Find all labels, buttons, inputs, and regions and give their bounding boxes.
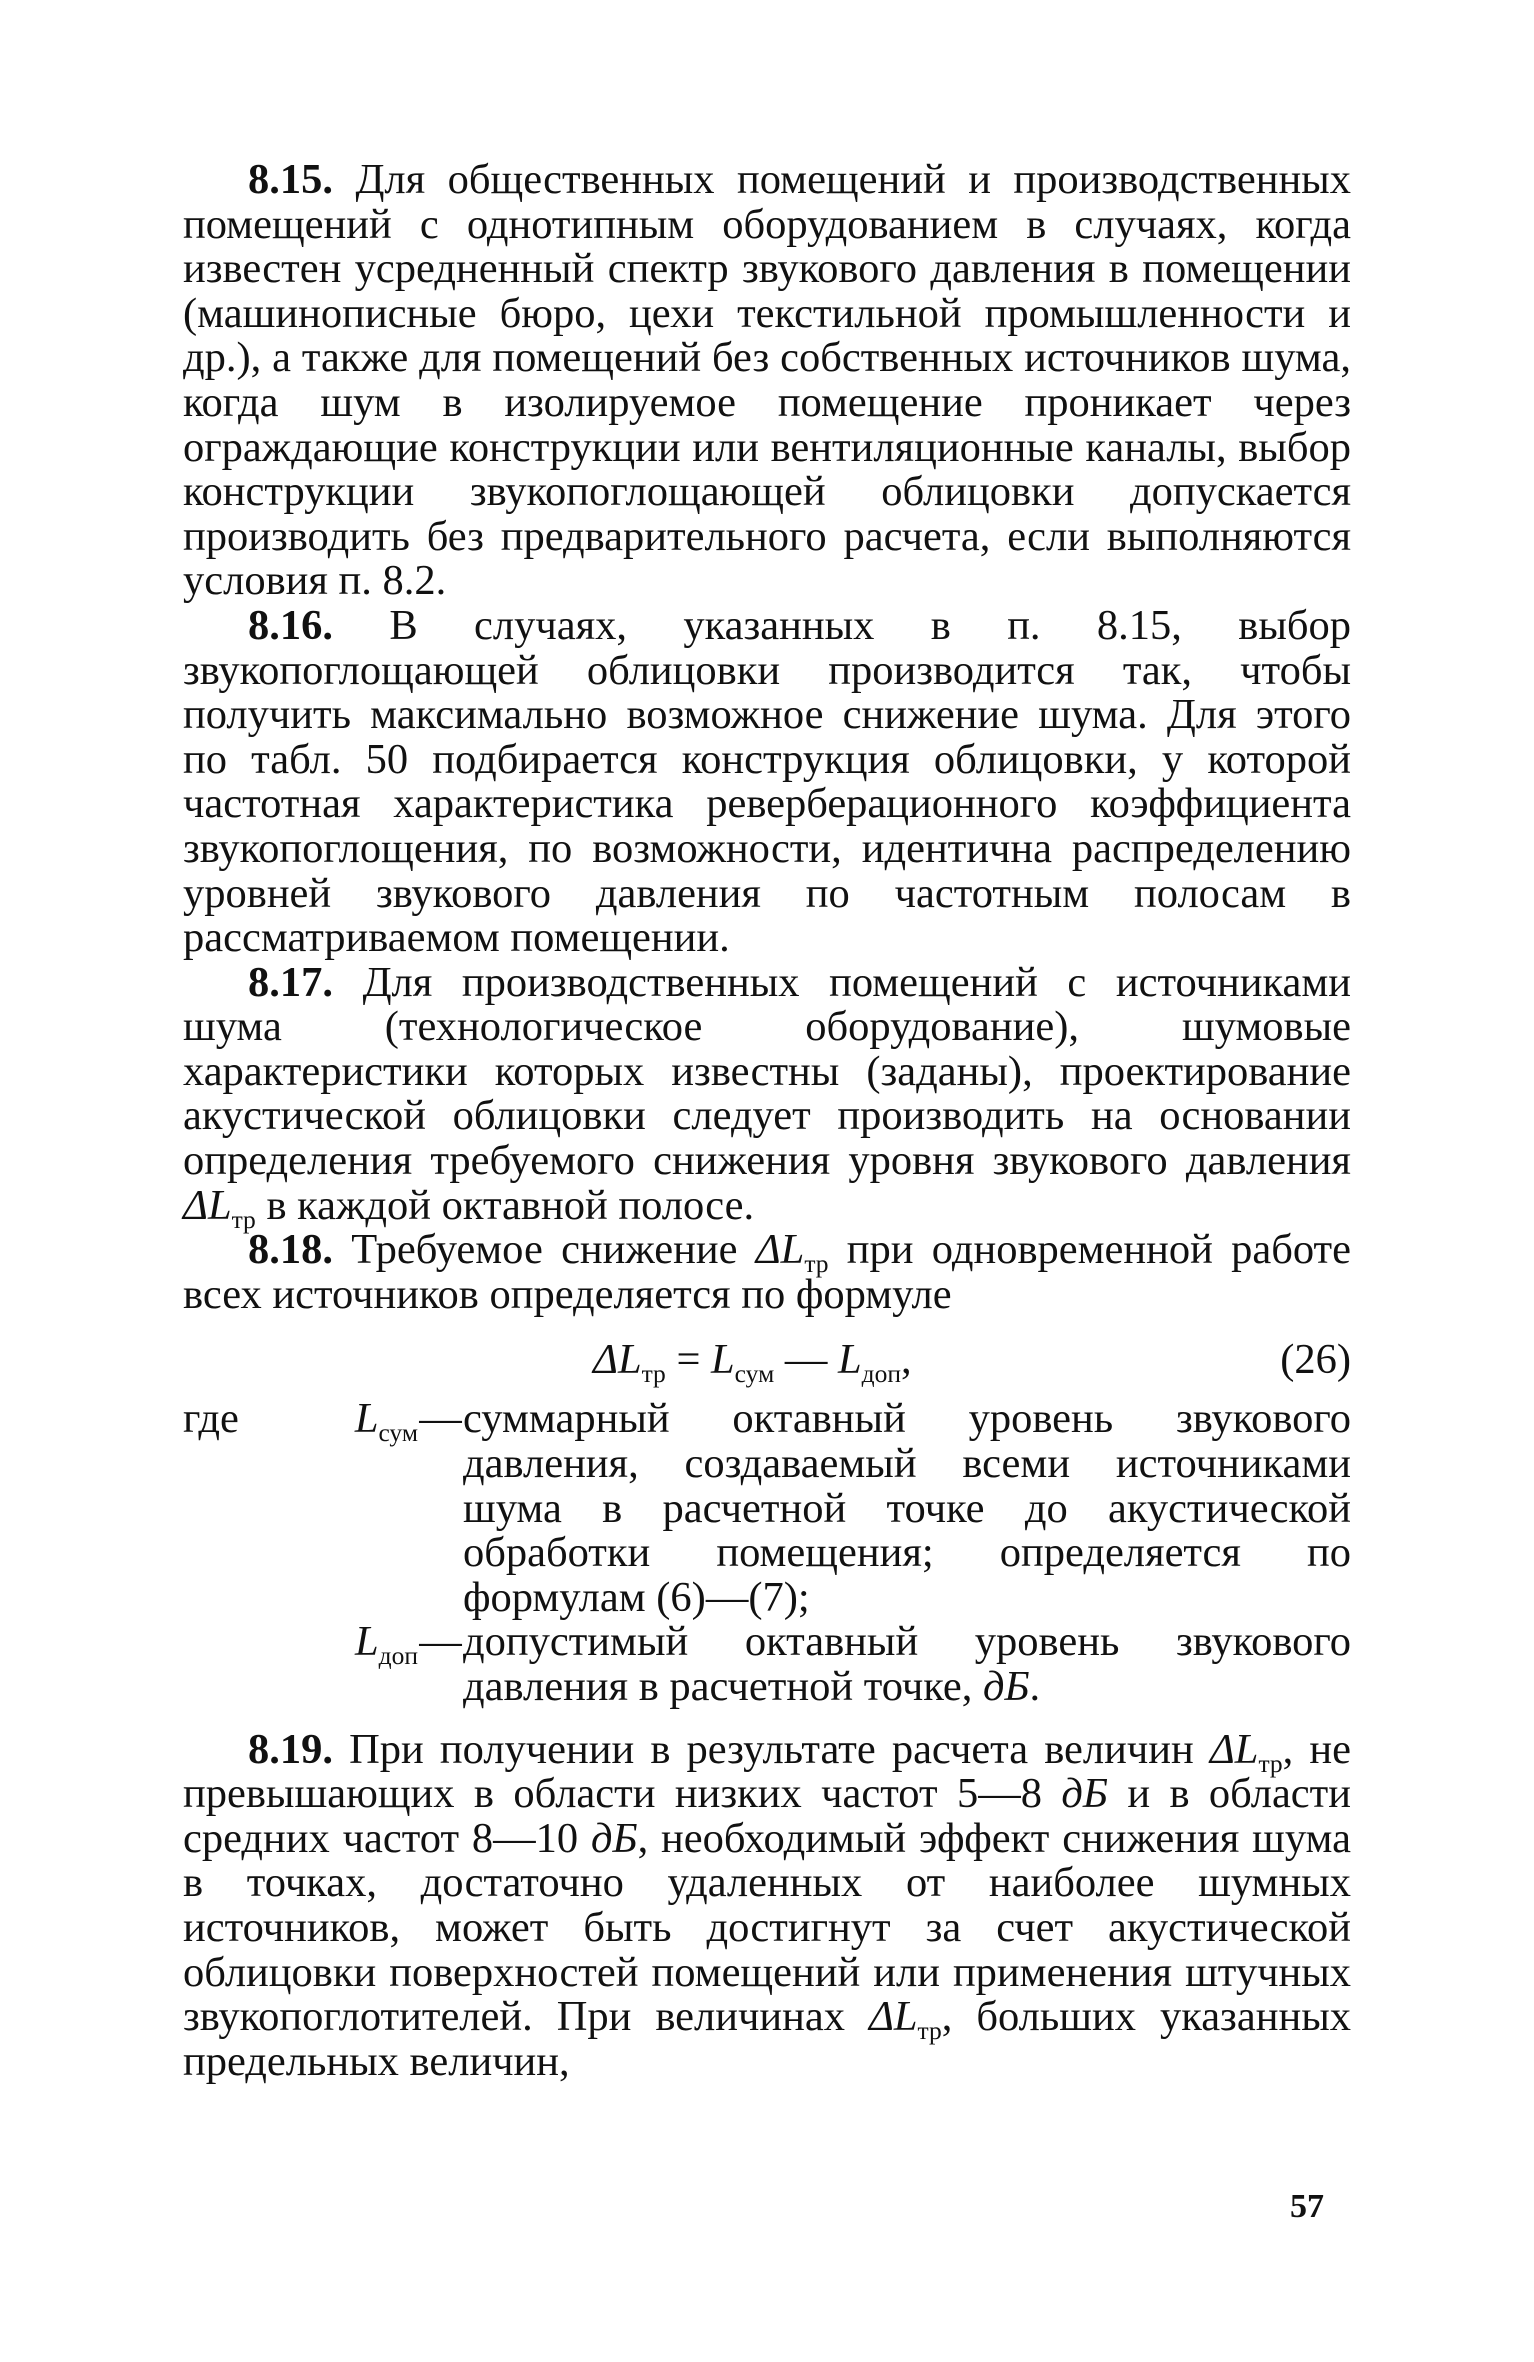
formula-lhs: ΔL	[593, 1336, 642, 1384]
formula-26	[183, 1325, 1351, 1395]
definition-symbol	[278, 1620, 418, 1709]
math-symbol: ΔL	[1209, 1725, 1259, 1773]
text-column	[183, 158, 1351, 2084]
formula-term: L	[711, 1336, 735, 1384]
unit-label: дБ	[590, 1814, 638, 1862]
math-subscript: тр	[1258, 1748, 1283, 1778]
paragraph-8-18	[183, 1228, 1351, 1317]
definitions-lead-word: где	[183, 1395, 239, 1443]
paragraph-8-19	[183, 1725, 1352, 2085]
symbol-letter: L	[354, 1395, 379, 1443]
definitions-lead-spacer	[183, 1620, 278, 1709]
equals-sign: =	[665, 1336, 712, 1384]
minus-sign: —	[774, 1336, 838, 1384]
symbol-subscript: сум	[378, 1418, 418, 1448]
paragraph-8-15	[183, 158, 1351, 604]
paragraph-text: и в области средних частот 8—10	[183, 1770, 1351, 1862]
paragraph-text: при одновременной работе всех источников определяется по формуле	[183, 1226, 1351, 1318]
formula-term-subscript: доп	[861, 1359, 901, 1389]
definition-text-part: .	[1029, 1663, 1041, 1710]
formula-term-subscript: сум	[734, 1359, 775, 1389]
definition-dash: —	[419, 1618, 462, 1666]
definitions-list	[183, 1397, 1351, 1709]
paragraph-text: Для производственных помещений с источниками шума (технологическое оборудование), шумовые характеристики которых известны (заданы), проектирование акустической облицовки следует производить на основании определения требуемого снижения уровня звукового давления	[183, 958, 1351, 1185]
math-symbol: ΔL	[755, 1226, 805, 1274]
formula-lhs-subscript: тр	[641, 1359, 666, 1389]
math-subscript: тр	[917, 2016, 942, 2046]
unit-label: дБ	[1061, 1770, 1108, 1818]
math-symbol: ΔL	[868, 1993, 918, 2041]
paragraph-number: 8.16.	[248, 601, 333, 649]
paragraph-text: При получении в результате расчета величин	[333, 1725, 1210, 1773]
paragraph-text: , не превышающих в области низких частот 5—8	[183, 1725, 1352, 1818]
paragraph-text: Требуемое снижение	[333, 1226, 756, 1274]
math-symbol: ΔL	[183, 1181, 232, 1229]
unit-label: дБ	[982, 1663, 1030, 1710]
paragraph-number: 8.19.	[248, 1725, 333, 1773]
definition-item	[183, 1397, 1351, 1620]
definition-text-part: допустимый октавный уровень звукового давления в расчетной точке,	[463, 1618, 1351, 1710]
math-subscript: тр	[231, 1204, 256, 1234]
formula-expression	[593, 1335, 912, 1389]
paragraph-8-17	[183, 958, 1351, 1234]
paragraph-text: В случаях, указанных в п. 8.15, выбор звукопоглощающей облицовки производится так, чтобы получить максимально возможное снижение шума. Для этого по табл. 50 подбирается конструкция облицовки, у которой частотная характеристика реверберационного коэффициента звукопоглощения, по возможности, идентична распределению уровней звукового давления по частотным полосам в рассматриваемом помещении.	[183, 601, 1351, 962]
paragraph-number: 8.18.	[248, 1226, 333, 1274]
symbol-subscript: доп	[378, 1641, 418, 1671]
paragraph-text: , необходимый эффект снижения шума в точках, достаточно удаленных от наиболее шумных источников, может быть достигнут за счет акустической облицовки поверхностей помещений или применения штучных звукопоглотителей. При величинах	[183, 1814, 1351, 2041]
paragraph-8-16	[183, 601, 1351, 962]
paragraph-number: 8.15.	[248, 156, 333, 203]
formula-comma: ,	[900, 1336, 912, 1384]
symbol-letter: L	[354, 1618, 379, 1666]
definition-text: суммарный октавный уровень звукового давления, создаваемый всеми источниками шума в расчетной точке до акустической обработки помещения; определяется по формулам (6)—(7);	[463, 1395, 1351, 1621]
formula-term: L	[837, 1336, 862, 1384]
definition-dash: —	[419, 1395, 462, 1443]
paragraph-text: Для общественных помещений и производственных помещений с однотипным оборудованием в случаях, когда известен усредненный спектр звукового давления в помещении (машинописные бюро, цехи текстильной промышленности и др.), а также для помещений без собственных источников шума, когда шум в изолируемое помещение проникает через ограждающие конструкции или вентиляционные каналы, выбор конструкции звукопоглощающей облицовки допускается производить без предварительного расчета, если выполняются условия п. 8.2.	[183, 156, 1351, 605]
definition-text	[463, 1620, 1351, 1709]
math-subscript: тр	[804, 1249, 829, 1279]
paragraph-text: , больших указанных предельных величин,	[183, 1993, 1352, 2085]
page-number: 57	[1290, 2188, 1324, 2225]
definition-item	[183, 1620, 1351, 1709]
paragraph-number: 8.17.	[248, 958, 333, 1006]
definition-symbol	[278, 1397, 418, 1620]
equation-number: (26)	[1280, 1336, 1351, 1384]
paragraph-text: в каждой октавной полосе.	[255, 1181, 755, 1229]
